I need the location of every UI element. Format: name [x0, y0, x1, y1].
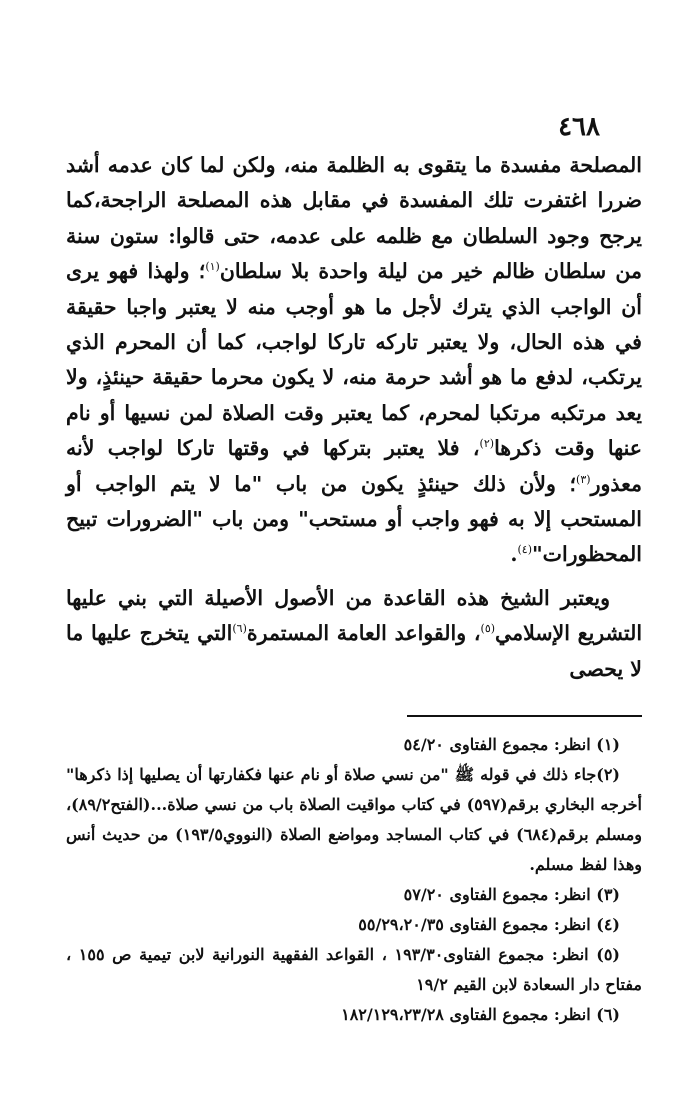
paragraph-2-segment-3: التي يتخرج عليها ما لا يحصى [66, 621, 642, 681]
footnote-6: (٦) انظر: مجموع الفتاوى ١٨٢/١٢٩،٢٣/٢٨ [341, 1005, 620, 1024]
page-number: ٤٦٨ [558, 112, 600, 142]
paragraph-1-segment-5: . [510, 542, 518, 567]
paragraph-2-segment-1: ويعتبر الشيخ هذه القاعدة من الأصول الأصيلة التي بني عليها التشريع الإسلامي [66, 585, 643, 646]
footnote-1: (١) انظر: مجموع الفتاوى ٥٤/٢٠ [403, 735, 620, 754]
footnotes [66, 730, 642, 1030]
footnote-5: (٥) انظر: مجموع الفتاوى١٩٣/٣٠ ، القواعد الفقهية النورانية لابن تيمية ص ١٥٥ ، مفتاح دار السعادة لابن القيم ١٩/٢ [66, 945, 642, 994]
paragraph-2 [66, 581, 642, 687]
paragraph-1-segment-4: ؛ ولأن ذلك حينئذٍ يكون من باب "ما لا يتم الواجب أو المستحب إلا به فهو واجب أو مستحب" ومن باب "الضرورات تبيح المحظورات" [66, 471, 642, 567]
footnote-ref-2: (٢) [479, 437, 495, 451]
paragraph-1-segment-1: المصلحة مفسدة ما يتقوى به الظلمة منه، ولكن لما كان عدمه أشد ضررا اغتفرت تلك المفسدة في مقابل هذه المصلحة الراجحة،كما يرجح وجود السلطان مع ظلمه على عدمه، حتى قالوا: ستون سنة من سلطان ظالم خير من ليلة واحدة بلا سلطان [66, 153, 642, 284]
footnote-2: (٢)جاء ذلك في قوله ﷺ "من نسي صلاة أو نام عنها فكفارتها أن يصليها إذا ذكرها" أخرجه البخاري برقم(٥٩٧) في كتاب مواقيت الصلاة باب من نسي صلاة...(الفتح٨٩/٢)، ومسلم برقم(٦٨٤) في كتاب المساجد ومواضع الصلاة (النووي١٩٣/٥) من حديث أنس وهذا لفظ مسلم. [66, 765, 643, 874]
footnote-ref-5: (٥) [480, 622, 496, 636]
footnote-separator [407, 715, 642, 717]
footnote-ref-1: (١) [205, 260, 220, 274]
paragraph-1 [66, 148, 642, 573]
paragraph-1-segment-2: ؛ ولهذا فهو يرى أن الواجب الذي يترك لأجل ما هو أوجب منه لا يعتبر واجبا حقيقة في هذه الحال، ولا يعتبر تاركه تاركا لواجب، كما أن المحرم الذي يرتكب، لدفع ما هو أشد حرمة منه، لا يكون محرما حقيقة حينئذٍ، ولا يعد مرتكبه مرتكبا لمحرم، كما يعتبر وقت الصلاة لمن نسيها أو نام عنها وقت ذكرها [66, 259, 642, 461]
footnote-ref-4: (٤) [517, 543, 532, 557]
footnote-ref-6: (٦) [232, 622, 247, 636]
footnote-ref-3: (٣) [576, 472, 591, 486]
main-text [66, 148, 642, 687]
footnote-4: (٤) انظر: مجموع الفتاوى ٥٥/٢٩،٢٠/٣٥ [358, 915, 620, 934]
paragraph-2-segment-2: ، والقواعد العامة المستمرة [246, 621, 481, 646]
paragraph-1-segment-3: ، فلا يعتبر بتركها في وقتها تاركا لواجب لأنه معذور [66, 436, 642, 496]
footnote-3: (٣) انظر: مجموع الفتاوى ٥٧/٢٠ [403, 885, 620, 904]
